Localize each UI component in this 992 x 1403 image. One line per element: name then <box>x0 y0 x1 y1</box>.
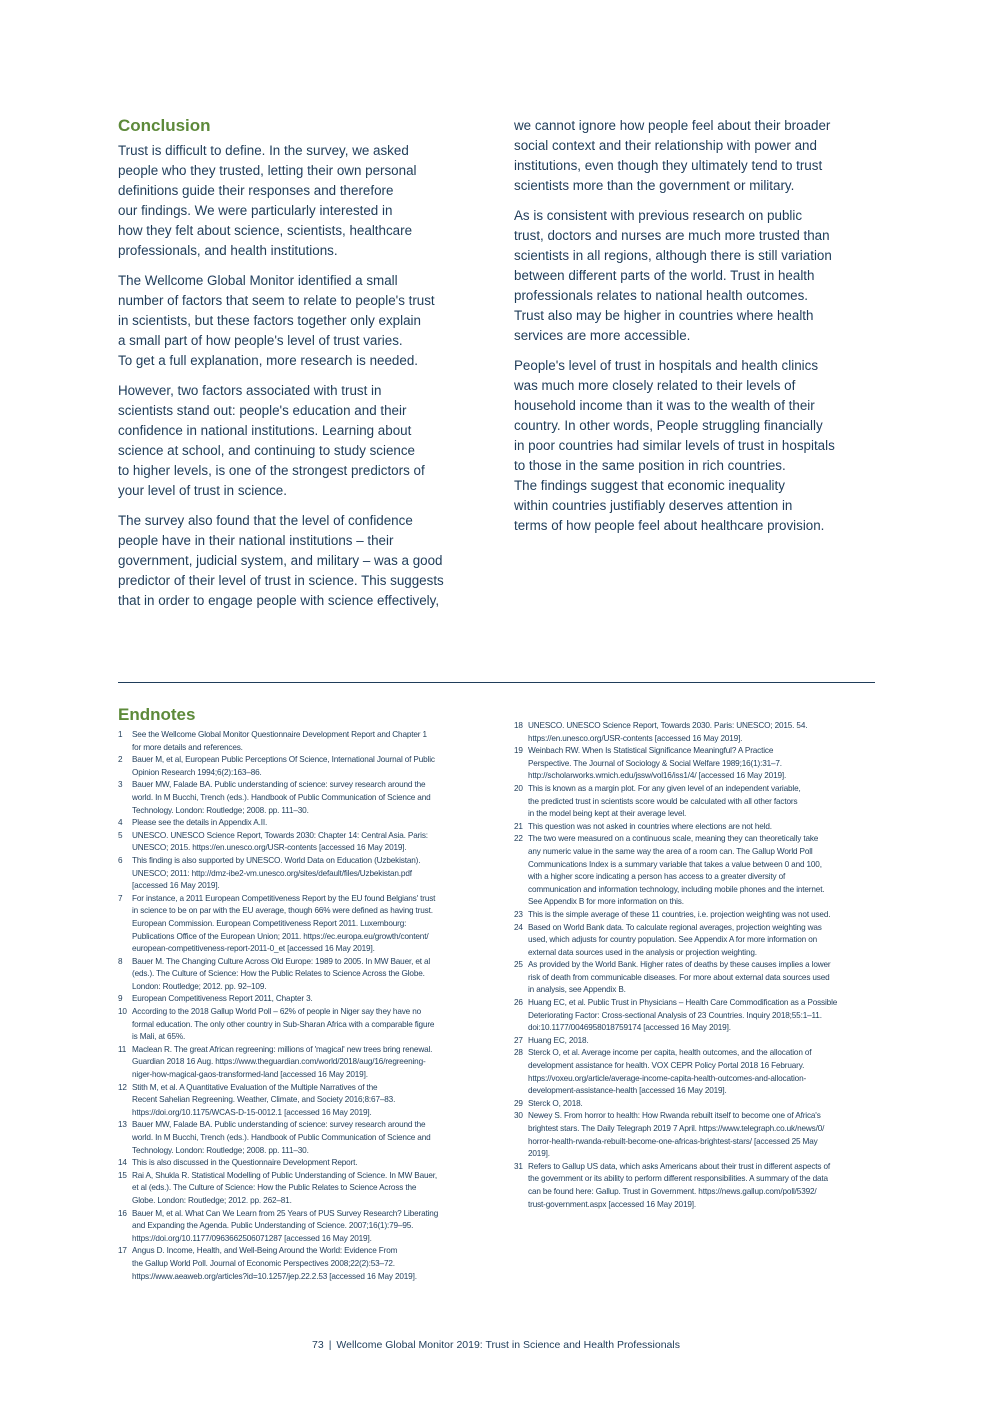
endnote-text: Maclean R. The great African regreening: millions of 'magical' new trees bring renewal. Guardian 2018 16 Aug. https://www.theguardian.com/world/2018/aug/16/regreening- niger-how-magical-gaos-transformed-land [accessed 16 May 2019]. <box>132 1044 433 1080</box>
endnote-item <box>514 833 876 909</box>
endnote-item <box>514 1161 876 1211</box>
endnote-item <box>118 754 478 779</box>
endnote-item <box>514 922 876 960</box>
endnote-item <box>118 855 478 893</box>
endnote-text: Bauer M, et al. What Can We Learn from 25 Years of PUS Survey Research? Liberating and Expanding the Agenda. Public Understanding of Science. 2007;16(1):79–95. https://doi.org/10.1177/0963662506071287 [accessed 16 May 2019]. <box>132 1208 439 1243</box>
endnote-number: 1 <box>118 730 123 739</box>
endnote-text: This is also discussed in the Questionnaire Development Report. <box>132 1158 358 1168</box>
endnote-item <box>514 745 876 783</box>
endnote-item <box>514 783 876 821</box>
endnote-number: 23 <box>514 909 523 919</box>
endnote-number: 21 <box>514 821 523 831</box>
endnote-number: 16 <box>118 1208 127 1218</box>
endnote-text: Rai A, Shukla R. Statistical Modelling of Public Understanding of Science. In MW Bauer, et al (eds.). The Culture of Science: How the Public Relates to Science Across the Globe. London: Routledge; 2012. pp. 262–81. <box>132 1170 438 1205</box>
endnote-number: 22 <box>514 834 523 844</box>
endnote-item <box>118 1170 478 1208</box>
endnote-item <box>514 1098 876 1111</box>
endnote-number: 9 <box>118 994 123 1004</box>
endnote-text: As provided by the World Bank. Higher rates of deaths by these causes implies a lower risk of death from communicable diseases. For more about external data sources used in analysis, see Appendix B. <box>528 960 831 995</box>
endnote-number: 24 <box>514 922 523 932</box>
endnote-number: 11 <box>118 1044 127 1054</box>
endnote-number: 8 <box>118 956 123 966</box>
endnote-text: Sterck O, 2018. <box>528 1098 583 1108</box>
endnote-item <box>118 1157 478 1170</box>
endnote-text: Huang EC, et al. Public Trust in Physicians – Health Care Commodification as a Possible Deteriorating Factor: Cross-sectional Analysis of 23 Countries. Inquiry 2018;55:1–11. doi:10.1177/0046958018759174 [accessed 16 May 2019]. <box>528 998 838 1033</box>
endnote-item <box>514 909 876 922</box>
endnote-number: 12 <box>118 1082 127 1092</box>
endnote-text: For instance, a 2011 European Competitiveness Report by the EU found Belgians' trust in science to be on par with the EU average, though 66% were defined as having trust. European Commission. European Competitiveness Report 2011. Luxembourg: Publications Office of the European Union; 2011. https://ec.europa.eu/growth/content/ european-competitiveness-report-2011-0_et [accessed 16 May 2019]. <box>132 893 436 954</box>
conclusion-right-column <box>514 116 876 546</box>
endnote-item <box>118 1044 478 1082</box>
endnote-text: Please see the details in Appendix A.II. <box>132 818 268 828</box>
endnote-text: UNESCO. UNESCO Science Report, Towards 2030: Chapter 14: Central Asia. Paris: UNESCO; 2015. https://en.unesco.org/USR-contents [accessed 16 May 2019]. <box>132 830 428 853</box>
endnote-number: 28 <box>514 1048 523 1058</box>
conclusion-paragraph-4: The survey also found that the level of confidence people have in their national institutions – their government, judicial system, and military – was a good predictor of their level of trust in science. This suggests that in order to engage people with science effectively, <box>118 513 444 608</box>
endnote-item <box>118 993 478 1006</box>
endnote-number: 26 <box>514 998 523 1008</box>
conclusion-paragraph-2: The Wellcome Global Monitor identified a small number of factors that seem to relate to people's trust in scientists, but these factors together only explain a small part of how people's level of trust varies. To get a full explanation, more research is needed. <box>118 273 435 368</box>
page-number: 73 <box>312 1339 324 1351</box>
endnote-text: This finding is also supported by UNESCO. World Data on Education (Uzbekistan). UNESCO; 2011: http://dmz-ibe2-vm.unesco.org/sites/default/files/Uzbekistan.pdf [accessed 16 May 2019]. <box>132 855 421 891</box>
endnote-number: 10 <box>118 1007 127 1017</box>
endnote-item <box>514 1047 876 1097</box>
endnote-text: This is the simple average of these 11 countries, i.e. projection weighting was not used. <box>528 909 831 919</box>
endnote-text: Stith M, et al. A Quantitative Evaluation of the Multiple Narratives of the Recent Sahelian Regreening. Weather, Climate, and Society 2016;8:67–83. https://doi.org/10.1175/WCAS-D-15-0012.1 [accessed 16 May 2019]. <box>132 1082 396 1117</box>
endnote-text: See the Wellcome Global Monitor Questionnaire Development Report and Chapter 1 for more details and references. <box>132 730 427 752</box>
endnote-text: Newey S. From horror to health: How Rwanda rebuilt itself to become one of Africa's brightest stars. The Daily Telegraph 2019 7 April. https://www.telegraph.co.uk/news/0/ horror-health-rwanda-rebuilt-become-one-africas-brightest-stars/ [accessed 25 May 2019]. <box>528 1111 825 1159</box>
endnote-number: 2 <box>118 755 123 765</box>
endnote-text: The two were measured on a continuous scale, meaning they can theoretically take any numeric value in the same way the area of a room can. The Gallup World Poll Communications Index is a summary variable that takes a value between 0 and 100, with a higher score indicating a person has access to a greater diversity of communication and information technology, including mobile phones and the internet. See Appendix B for more information on this. <box>528 834 825 907</box>
endnote-item <box>118 779 478 817</box>
page-footer <box>0 1339 992 1351</box>
endnote-number: 18 <box>514 721 523 730</box>
publication-title: Wellcome Global Monitor 2019: Trust in Science and Health Professionals <box>336 1339 680 1351</box>
endnote-number: 6 <box>118 855 123 865</box>
endnote-text: Refers to Gallup US data, which asks Americans about their trust in different aspects of the government or its ability to perform different responsibilities. A summary of the data can be found here: Gallup. Trust in Government. https://news.gallup.com/poll/5392/ trust-government.aspx [accessed 16 May 2019]. <box>528 1161 831 1209</box>
endnotes-list-left <box>118 729 478 1283</box>
endnote-number: 31 <box>514 1161 523 1171</box>
endnote-number: 30 <box>514 1111 523 1121</box>
endnote-item <box>118 830 478 855</box>
conclusion-paragraph-7: People's level of trust in hospitals and health clinics was much more closely related to their levels of household income than it was to the wealth of their country. In other words, People struggling financially in poor countries had similar levels of trust in hospitals to those in the same position in rich countries. The findings suggest that economic inequality within countries justifiably deserves attention in terms of how people feel about healthcare provision. <box>514 358 835 533</box>
endnote-text: Based on World Bank data. To calculate regional averages, projection weighting was used, which adjusts for country population. See Appendix A for more information on external data sources used in the analysis or projection weighting. <box>528 922 822 957</box>
endnote-number: 4 <box>118 818 123 828</box>
endnote-number: 15 <box>118 1170 127 1180</box>
endnote-item <box>514 959 876 997</box>
endnote-item <box>118 817 478 830</box>
endnotes-heading: Endnotes <box>118 705 196 724</box>
endnotes-list-right <box>514 720 876 1211</box>
endnote-number: 5 <box>118 830 123 840</box>
endnote-text: This is known as a margin plot. For any given level of an independent variable, the predicted trust in scientists score would be calculated with all other factors in the model being kept at their average level. <box>528 783 801 819</box>
endnote-item <box>514 821 876 834</box>
endnote-text: Bauer MW, Falade BA. Public understanding of science: survey research around the world. In M Bucchi, Trench (eds.). Handbook of Public Communication of Science and Technology. London: Routledge; 2008. pp. 111–30. <box>132 780 431 815</box>
endnote-text: European Competitiveness Report 2011, Chapter 3. <box>132 994 313 1004</box>
endnote-item <box>118 893 478 956</box>
footer-separator: | <box>328 1339 332 1351</box>
endnote-number: 20 <box>514 783 523 793</box>
endnote-text: According to the 2018 Gallup World Poll – 62% of people in Niger say they have no formal education. The only other country in Sub-Sharan Africa with a comparable figure is Mali, at 65%. <box>132 1007 435 1042</box>
conclusion-paragraph-6: As is consistent with previous research on public trust, doctors and nurses are much more trusted than scientists in all regions, although there is still variation between different parts of the world. Trust in health professionals relates to national health outcomes. Trust also may be higher in countries where health services are more accessible. <box>514 208 832 343</box>
endnote-item <box>118 1006 478 1044</box>
endnote-text: Angus D. Income, Health, and Well-Being Around the World: Evidence From the Gallup World Poll. Journal of Economic Perspectives 2008;22(2):53–72. https://www.aeaweb.org/articles?id=10.1257/jep.22.2.53 [accessed 16 May 2019]. <box>132 1246 417 1281</box>
endnote-item <box>118 1245 478 1283</box>
endnote-number: 19 <box>514 746 523 756</box>
endnote-text: This question was not asked in countries where elections are not held. <box>528 821 772 831</box>
section-divider <box>118 682 875 683</box>
endnote-number: 7 <box>118 893 123 903</box>
endnote-item <box>118 956 478 994</box>
conclusion-paragraph-1: Trust is difficult to define. In the survey, we asked people who they trusted, letting their own personal definitions guide their responses and therefore our findings. We were particularly interested in how they felt about science, scientists, healthcare professionals, and health institutions. <box>118 143 417 258</box>
endnote-number: 13 <box>118 1120 127 1130</box>
endnote-text: Weinbach RW. When Is Statistical Significance Meaningful? A Practice Perspective. The Journal of Sociology & Social Welfare 1989;16(1):31–7. http://scholarworks.wmich.edu/jssw/vol16/iss1/4/ [accessed 16 May 2019]. <box>528 746 787 781</box>
endnote-item <box>514 1035 876 1048</box>
endnote-text: Bauer MW, Falade BA. Public understanding of science: survey research around the world. In M Bucchi, Trench (eds.). Handbook of Public Communication of Science and Technology. London: Routledge; 2008. pp. 111–30. <box>132 1120 431 1155</box>
endnote-number: 27 <box>514 1035 523 1045</box>
conclusion-heading: Conclusion <box>118 116 211 135</box>
endnote-number: 14 <box>118 1158 127 1168</box>
endnote-item <box>118 1119 478 1157</box>
endnote-number: 3 <box>118 780 123 790</box>
endnote-text: Sterck O, et al. Average income per capita, health outcomes, and the allocation of development assistance for health. VOX CEPR Policy Portal 2018 16 February. https://voxeu.org/article/average-income-capita-health-outcomes-and-allocation- development-assistance-health [accessed 16 May 2019]. <box>528 1048 812 1096</box>
endnote-item <box>514 997 876 1035</box>
endnote-number: 17 <box>118 1246 127 1256</box>
endnote-item <box>118 1208 478 1246</box>
endnote-text: Huang EC, 2018. <box>528 1035 589 1045</box>
endnote-item <box>118 1082 478 1120</box>
endnote-number: 29 <box>514 1098 523 1108</box>
endnote-text: UNESCO. UNESCO Science Report, Towards 2030. Paris: UNESCO; 2015. 54. https://en.unesco.org/USR-contents [accessed 16 May 2019]. <box>528 721 808 743</box>
conclusion-left-column <box>118 116 478 621</box>
endnote-text: Bauer M, et al, European Public Perceptions Of Science, International Journal of Public Opinion Research 1994;6(2):163–86. <box>132 755 435 777</box>
conclusion-paragraph-3: However, two factors associated with trust in scientists stand out: people's education and their confidence in national institutions. Learning about science at school, and continuing to study science to higher levels, is one of the strongest predictors of your level of trust in science. <box>118 383 425 498</box>
conclusion-paragraph-5: we cannot ignore how people feel about their broader social context and their relationship with power and institutions, even though they ultimately tend to trust scientists more than the government or military. <box>514 118 831 193</box>
endnote-text: Bauer M. The Changing Culture Across Old Europe: 1989 to 2005. In MW Bauer, et al (eds.). The Culture of Science: How the Public Relates to Science Across the Globe. London: Routledge; 2012. pp. 92–109. <box>132 956 431 991</box>
endnote-item <box>514 720 876 745</box>
endnote-item <box>514 1110 876 1160</box>
endnote-item <box>118 729 478 754</box>
endnote-number: 25 <box>514 960 523 970</box>
